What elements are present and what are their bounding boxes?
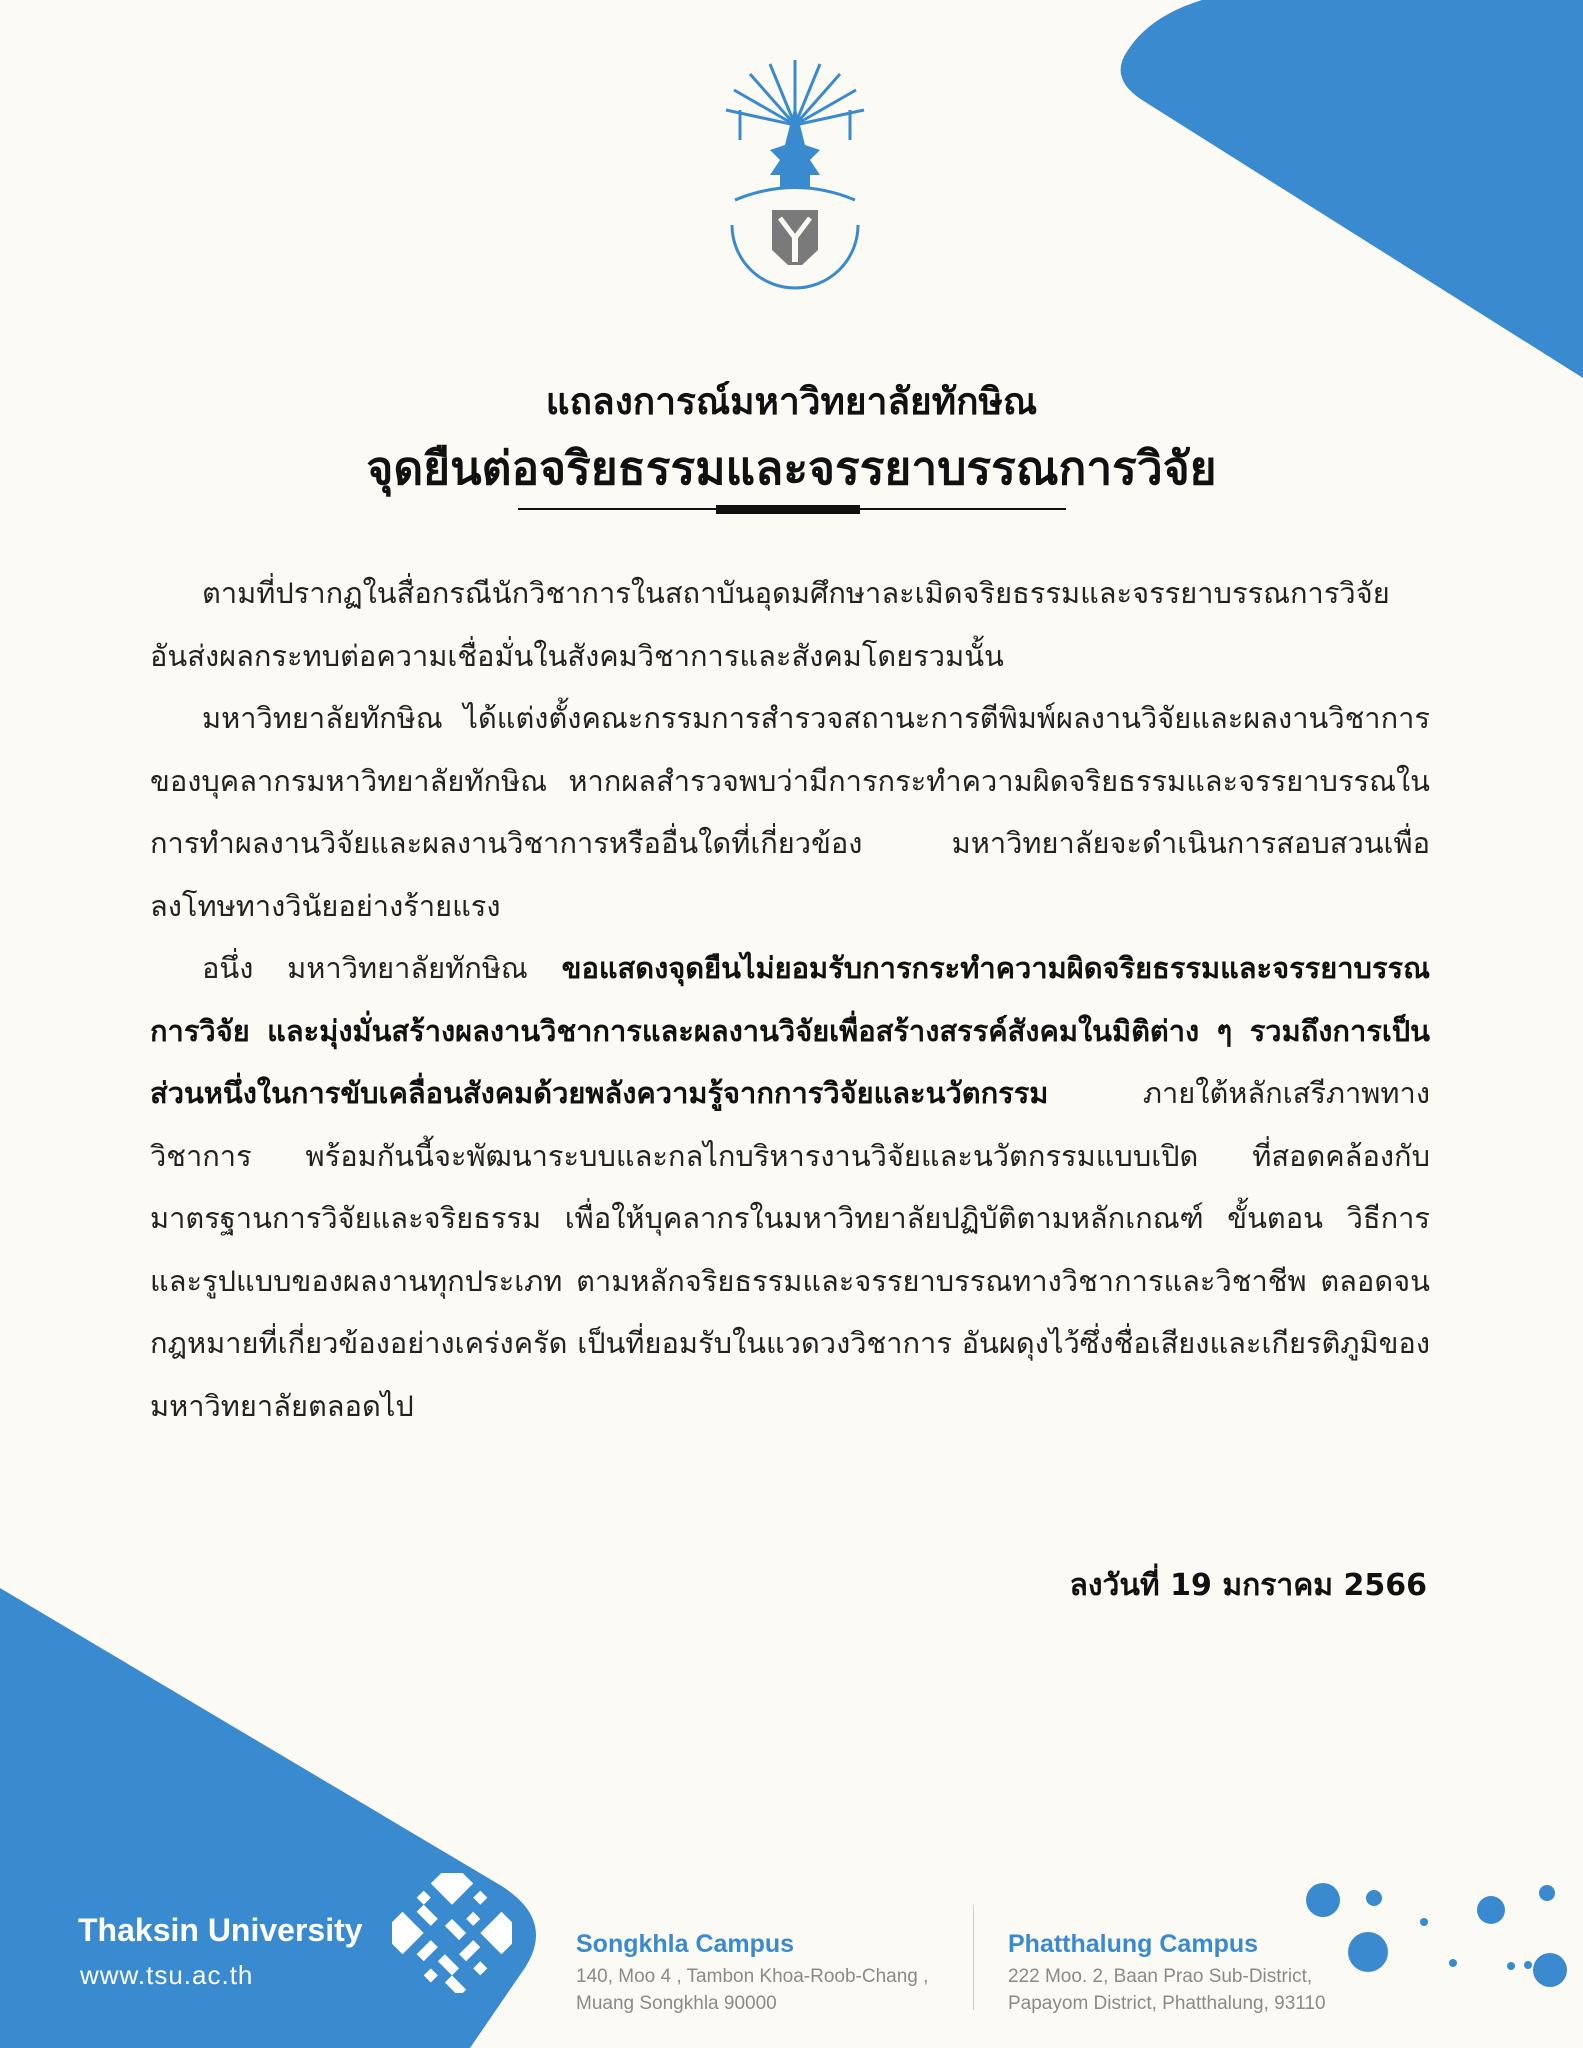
footer-university-name: Thaksin University <box>78 1912 363 1948</box>
paragraph-3-rest: ภายใต้หลักเสรีภาพทางวิชาการ พร้อมกันนี้จะพัฒนาระบบและกลไกบริหารงานวิจัยและนวัตกรรมแบบเปิด ที่สอดคล้องกับมาตรฐานการวิจัยและจริยธรรม เพื่อให้บุคลากรในมหาวิทยาลัยปฏิบัติตามหลักเกณฑ์ ขั้นตอน วิธีการและรูปแบบของผลงานทุกประเภท ตามหลักจริยธรรมและจรรยาบรรณทางวิชาการและวิชาชีพ ตลอดจนกฎหมายที่เกี่ยวข้องอย่างเคร่งครัด เป็นที่ยอมรับในแวดวงวิชาการ อันผดุงไว้ซึ่งชื่อเสียงและเกียรติภูมิของมหาวิทยาลัยตลอดไป <box>150 1076 1430 1423</box>
footer-divider <box>973 1905 974 2010</box>
paragraph-3-intro: อนึ่ง มหาวิทยาลัยทักษิณ <box>202 951 562 985</box>
thaksin-university-seal-icon <box>710 50 880 310</box>
phatthalung-address-line-2: Papayom District, Phatthalung, 93110 <box>1008 1993 1326 2014</box>
footer-website-link[interactable]: www.tsu.ac.th <box>80 1960 254 1990</box>
songkhla-address-line-2: Muang Songkhla 90000 <box>576 1993 777 2014</box>
statement-date: ลงวันที่ 19 มกราคม 2566 <box>1069 1568 1427 1603</box>
decorative-dots <box>1306 1883 1567 1987</box>
phatthalung-campus-name: Phatthalung Campus <box>1008 1930 1259 1958</box>
page-title: แถลงการณ์มหาวิทยาลัยทักษิณ <box>545 380 1038 423</box>
paragraph-3 <box>150 937 1430 1437</box>
phatthalung-address-line-1: 222 Moo. 2, Baan Prao Sub-District, <box>1008 1966 1313 1987</box>
songkhla-campus-info <box>576 1930 928 2017</box>
qr-code-icon[interactable] <box>392 1873 512 1993</box>
phatthalung-campus-info <box>1008 1930 1326 2017</box>
paragraph-1: ตามที่ปรากฏในสื่อกรณีนักวิชาการในสถาบันอุดมศึกษาละเมิดจริยธรรมและจรรยาบรรณการวิจัย อันส่งผลกระทบต่อความเชื่อมั่นในสังคมวิชาการและสังคมโดยรวมนั้น <box>150 576 1390 673</box>
title-divider-accent <box>716 505 860 514</box>
paragraph-2: มหาวิทยาลัยทักษิณ ได้แต่งตั้งคณะกรรมการสำรวจสถานะการตีพิมพ์ผลงานวิจัยและผลงานวิชาการของบุคลากรมหาวิทยาลัยทักษิณ หากผลสำรวจพบว่ามีการกระทำความผิดจริยธรรมและจรรยาบรรณในการทำผลงานวิจัยและผลงานวิชาการหรืออื่นใดที่เกี่ยวข้อง มหาวิทยาลัยจะดำเนินการสอบสวนเพื่อลงโทษทางวินัยอย่างร้ายแรง <box>150 701 1430 923</box>
songkhla-address-line-1: 140, Moo 4 , Tambon Khoa-Roob-Chang , <box>576 1966 929 1987</box>
songkhla-campus-name: Songkhla Campus <box>576 1930 795 1958</box>
statement-body <box>150 562 1430 1437</box>
paragraph-3-emphasis: ขอแสดงจุดยืนไม่ยอมรับการกระทำความผิดจริยธรรมและจรรยาบรรณการวิจัย และมุ่งมั่นสร้างผลงานวิชาการและผลงานวิจัยเพื่อสร้างสรรค์สังคมในมิติต่าง ๆ รวมถึงการเป็นส่วนหนึ่งในการขับเคลื่อนสังคมด้วยพลังความรู้จากการวิจัยและนวัตกรรม <box>150 951 1430 1110</box>
page-subtitle: จุดยืนต่อจริยธรรมและจรรยาบรรณการวิจัย <box>366 441 1217 495</box>
